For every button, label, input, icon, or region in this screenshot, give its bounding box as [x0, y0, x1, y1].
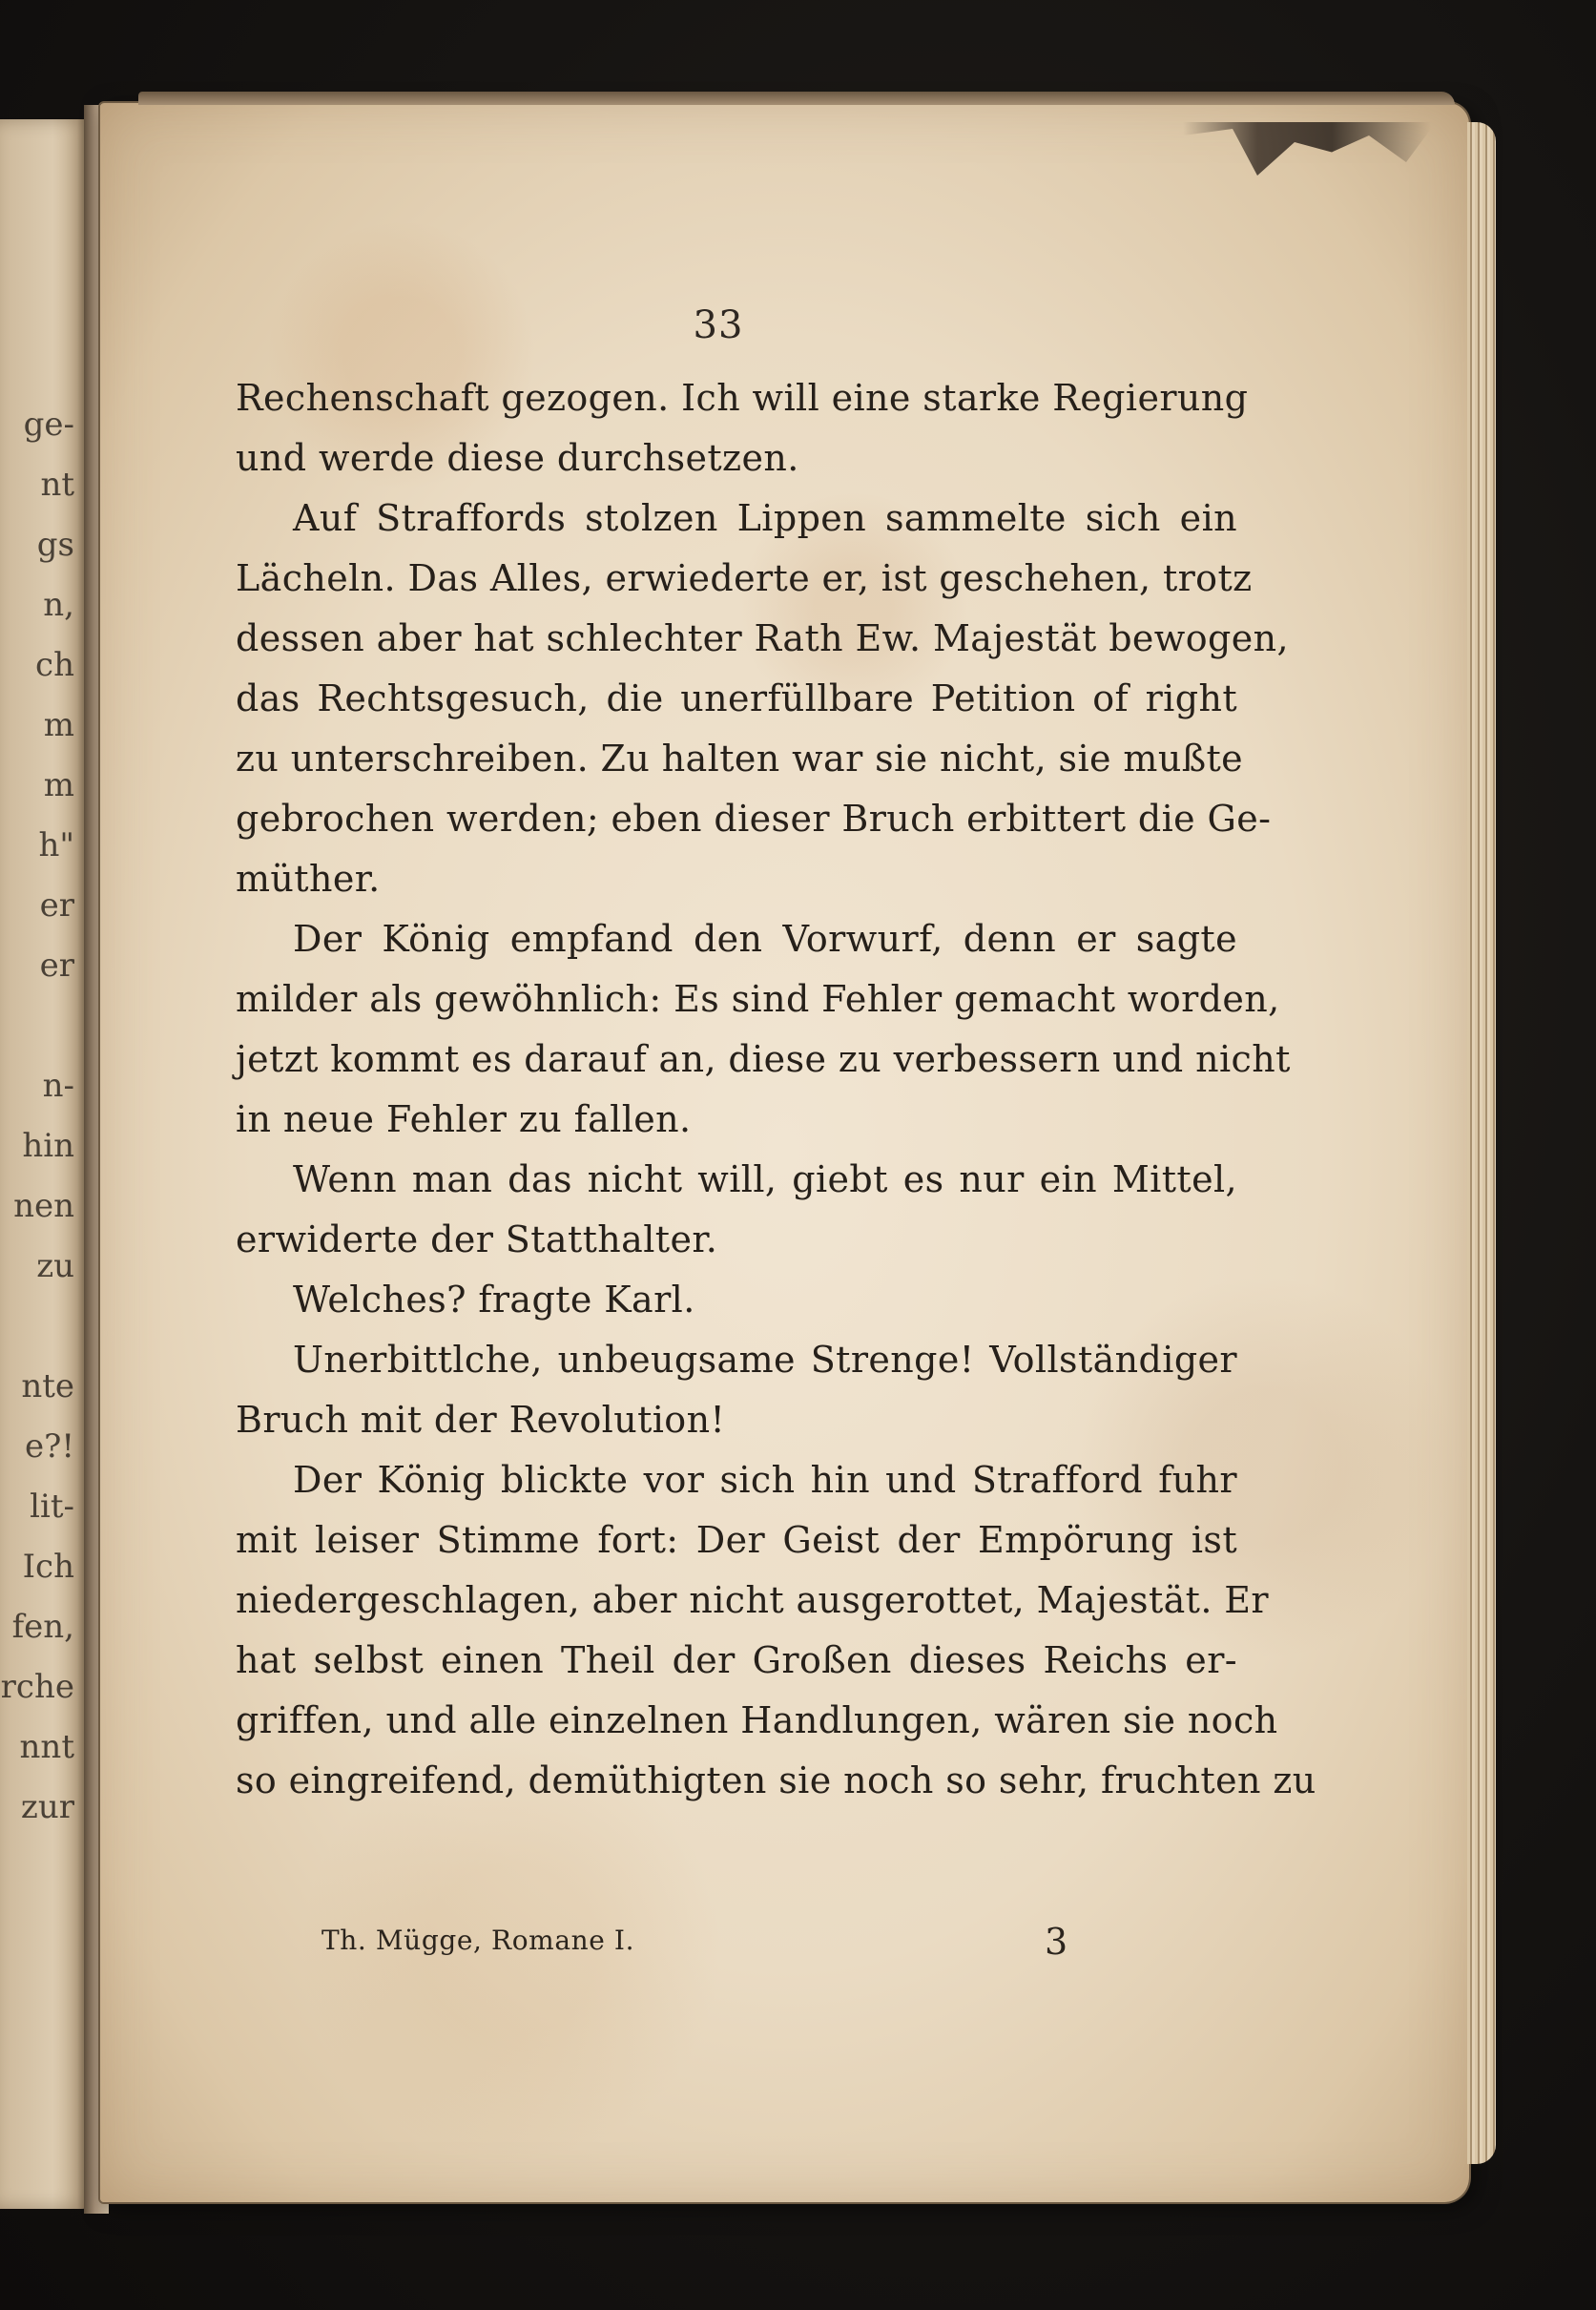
- left-page-fragment: gs: [36, 526, 74, 564]
- text-line: hat selbst einen Theil der Großen dieses Reichs er-: [236, 1639, 1237, 1681]
- text-line: Lächeln. Das Alles, erwiederte er, ist geschehen, trotz: [236, 557, 1253, 599]
- left-page-fragment: e?!: [24, 1427, 74, 1466]
- left-page-fragment: rche: [0, 1668, 74, 1706]
- text-line: Der König empfand den Vorwurf, denn er sagte: [293, 918, 1237, 960]
- page-number: 33: [693, 303, 744, 347]
- text-line: zu unterschreiben. Zu halten war sie nicht, sie mußte: [236, 738, 1244, 780]
- left-page-fragment: ge-: [23, 406, 74, 444]
- left-page-fragment: er: [39, 886, 74, 925]
- text-line: dessen aber hat schlechter Rath Ew. Majestät bewogen,: [236, 617, 1289, 659]
- body-text: [236, 368, 1316, 1811]
- right-page: [100, 103, 1469, 2202]
- left-page-fragment: lit-: [30, 1488, 74, 1526]
- left-page-fragment: er: [39, 947, 74, 985]
- left-page-fragment: m: [43, 706, 74, 744]
- left-facing-page: [0, 119, 88, 2209]
- text-line: mit leiser Stimme fort: Der Geist der Empörung ist: [236, 1519, 1237, 1561]
- left-page-fragment: n-: [42, 1067, 74, 1105]
- left-page-fragment: nnt: [19, 1728, 74, 1766]
- page-corner-damage: [1183, 122, 1431, 189]
- text-line: Der König blickte vor sich hin und Strafford fuhr: [293, 1459, 1237, 1501]
- text-line: griffen, und alle einzelnen Handlungen, wären sie noch: [236, 1699, 1278, 1741]
- left-page-fragment: fen,: [11, 1608, 74, 1646]
- footer-signature: Th. Mügge, Romane I.: [321, 1925, 635, 1956]
- text-line: müther.: [236, 858, 381, 900]
- page-footer: [236, 1921, 1237, 1968]
- text-line: Welches? fragte Karl.: [293, 1279, 695, 1321]
- text-line: Auf Straffords stolzen Lippen sammelte sich ein: [293, 497, 1237, 539]
- left-page-fragment: nt: [40, 466, 74, 504]
- left-page-fragment: m: [43, 766, 74, 804]
- left-page-fragment: nte: [21, 1367, 74, 1405]
- left-page-fragment: ch: [35, 646, 74, 684]
- text-line: so eingreifend, demüthigten sie noch so sehr, fruchten zu: [236, 1759, 1316, 1801]
- text-line: gebrochen werden; eben dieser Bruch erbittert die Ge-: [236, 798, 1272, 840]
- left-page-fragment: nen: [13, 1187, 74, 1225]
- text-line: Rechenschaft gezogen. Ich will eine starke Regierung: [236, 377, 1249, 419]
- left-page-fragment: zu: [36, 1247, 74, 1285]
- text-line: in neue Fehler zu fallen.: [236, 1098, 692, 1140]
- text-line: Unerbittlche, unbeugsame Strenge! Vollständiger: [293, 1339, 1237, 1381]
- left-page-fragment: h": [38, 826, 74, 864]
- page-fore-edge: [1467, 122, 1496, 2164]
- text-line: das Rechtsgesuch, die unerfüllbare Petition of right: [236, 677, 1237, 719]
- page-top-edge: [138, 92, 1455, 105]
- text-line: niedergeschlagen, aber nicht ausgerottet, Majestät. Er: [236, 1579, 1270, 1621]
- text-line: Bruch mit der Revolution!: [236, 1399, 726, 1441]
- text-line: milder als gewöhnlich: Es sind Fehler gemacht worden,: [236, 978, 1280, 1020]
- left-page-fragment: Ich: [22, 1548, 74, 1586]
- left-page-fragment: zur: [20, 1788, 74, 1826]
- left-page-fragment: n,: [43, 586, 74, 624]
- text-line: Wenn man das nicht will, giebt es nur ein Mittel,: [293, 1158, 1237, 1200]
- left-page-fragment: hin: [22, 1127, 74, 1165]
- text-line: und werde diese durchsetzen.: [236, 437, 799, 479]
- text-line: jetzt kommt es darauf an, diese zu verbessern und nicht: [236, 1038, 1291, 1080]
- footer-sheet-mark: 3: [1045, 1921, 1068, 1963]
- text-line: erwiderte der Statthalter.: [236, 1218, 718, 1260]
